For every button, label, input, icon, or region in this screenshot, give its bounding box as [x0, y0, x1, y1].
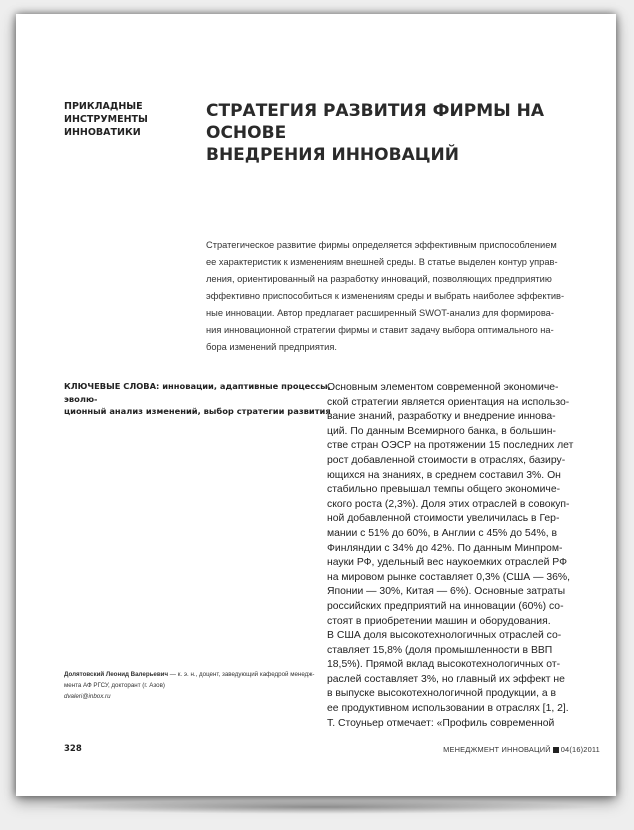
body-line: ской стратегии является ориентация на использо- — [327, 396, 570, 408]
journal-footer — [443, 745, 600, 754]
author-line — [64, 669, 319, 680]
body-line: мании с 51% до 60%, в Англии с 45% до 54%, в — [327, 527, 557, 539]
abstract-line: ее характеристик к изменениям внешней среды. В статье выделен контур управ- — [206, 257, 558, 267]
article-title — [206, 100, 586, 166]
abstract-line: Стратегическое развитие фирмы определяется эффективным приспособлением — [206, 240, 557, 250]
body-line: ее продуктивном использовании в отраслях [1, 2]. — [327, 703, 569, 715]
body-line: ставляет 15,8% (доля промышленности в ВВП — [327, 644, 553, 656]
body-line: Японии — 30%, Китая — 6%). Основные затраты — [327, 586, 566, 598]
body-line: стве стран ОЭСР на протяжении 15 последних лет — [327, 440, 574, 452]
body-line: стоят в приобретении машин и оборудования. — [327, 615, 551, 627]
section-label-line: ИННОВАТИКИ — [64, 127, 141, 138]
keywords-line — [64, 380, 334, 405]
author-email: dvaleri@inbox.ru — [64, 693, 111, 700]
article-title-line: СТРАТЕГИЯ РАЗВИТИЯ ФИРМЫ НА ОСНОВЕ — [206, 101, 545, 143]
keywords-label: КЛЮЧЕВЫЕ СЛОВА: — [64, 381, 160, 391]
body-line: 18,5%). Прямой вклад высокотехнологичных от- — [327, 659, 561, 671]
body-line: стабильно превышал темпы общего экономиче- — [327, 484, 561, 496]
author-description: — к. э. н., доцент, заведующий кафедрой менедж- — [168, 671, 315, 678]
body-line: ского роста (2,3%). Доля этих отраслей в совокуп- — [327, 498, 570, 510]
body-line: рост добавленной стоимости в отраслях, базиру- — [327, 454, 566, 466]
article-title-line: ВНЕДРЕНИЯ ИННОВАЦИЙ — [206, 145, 459, 165]
body-line: ющихся на знаниях, в среднем составил 3%. Он — [327, 469, 561, 481]
author-name: Долятовский Леонид Валерьевич — [64, 671, 169, 678]
square-separator-icon — [553, 747, 559, 753]
body-line: науки РФ, удельный вес наукоемких отраслей РФ — [327, 557, 568, 569]
abstract-line: ния инновационной стратегии фирмы и ставит задачу выбора оптимального на- — [206, 325, 554, 335]
body-line: раслей составляет 3%, но главный их эффект не — [327, 673, 565, 685]
journal-name: МЕНЕДЖМЕНТ ИННОВАЦИЙ — [443, 745, 551, 754]
body-line: на мировом рынке составляет 0,3% (США — 36%, — [327, 571, 571, 583]
journal-issue: 04(16)2011 — [560, 745, 600, 754]
body-text — [327, 381, 585, 731]
page-shadow — [40, 800, 600, 814]
abstract-line: бора изменений предприятия. — [206, 342, 337, 352]
section-label-line: ПРИКЛАДНЫЕ — [64, 101, 143, 112]
abstract-line: эффективно приспособиться к изменениям среды и выбрать наиболее эффектив- — [206, 291, 565, 301]
body-line: Финляндии с 34% до 42%. По данным Минпром- — [327, 542, 563, 554]
abstract-line: ные инновации. Автор предлагает расширенный SWOT-анализ для формирова- — [206, 308, 554, 318]
author-line — [64, 691, 319, 702]
author-info — [64, 669, 319, 702]
section-label-line: ИНСТРУМЕНТЫ — [64, 114, 148, 125]
body-line: в выпуске высокотехнологичной продукции, а в — [327, 688, 557, 700]
section-label — [64, 100, 194, 139]
body-line: Т. Стоуньер отмечает: «Профиль современной — [327, 717, 555, 729]
body-line: российских предприятий на инновации (60%) со- — [327, 600, 564, 612]
body-line: ной добавленной стоимости увеличилась в Гер- — [327, 513, 560, 525]
page-number: 328 — [64, 744, 82, 754]
abstract-line: ления, ориентированный на разработку инноваций, позволяющих предприятию — [206, 274, 552, 284]
keywords-line — [64, 405, 334, 418]
abstract — [206, 237, 580, 356]
keywords — [64, 380, 334, 418]
body-line: вание знаний, разработку и внедрение иннова- — [327, 411, 556, 423]
body-line: ций. По данным Всемирного банка, в большин- — [327, 425, 556, 437]
keywords-text: инновации, адаптивные процессы, эволю- — [64, 381, 331, 404]
author-line: мента АФ РГСУ, докторант (г. Азов) — [64, 682, 165, 689]
body-line: В США доля высокотехнологичных отраслей со- — [327, 630, 562, 642]
keywords-text: ционный анализ изменений, выбор стратегии развития — [64, 406, 331, 416]
body-line: Основным элементом современной экономиче- — [327, 382, 559, 393]
